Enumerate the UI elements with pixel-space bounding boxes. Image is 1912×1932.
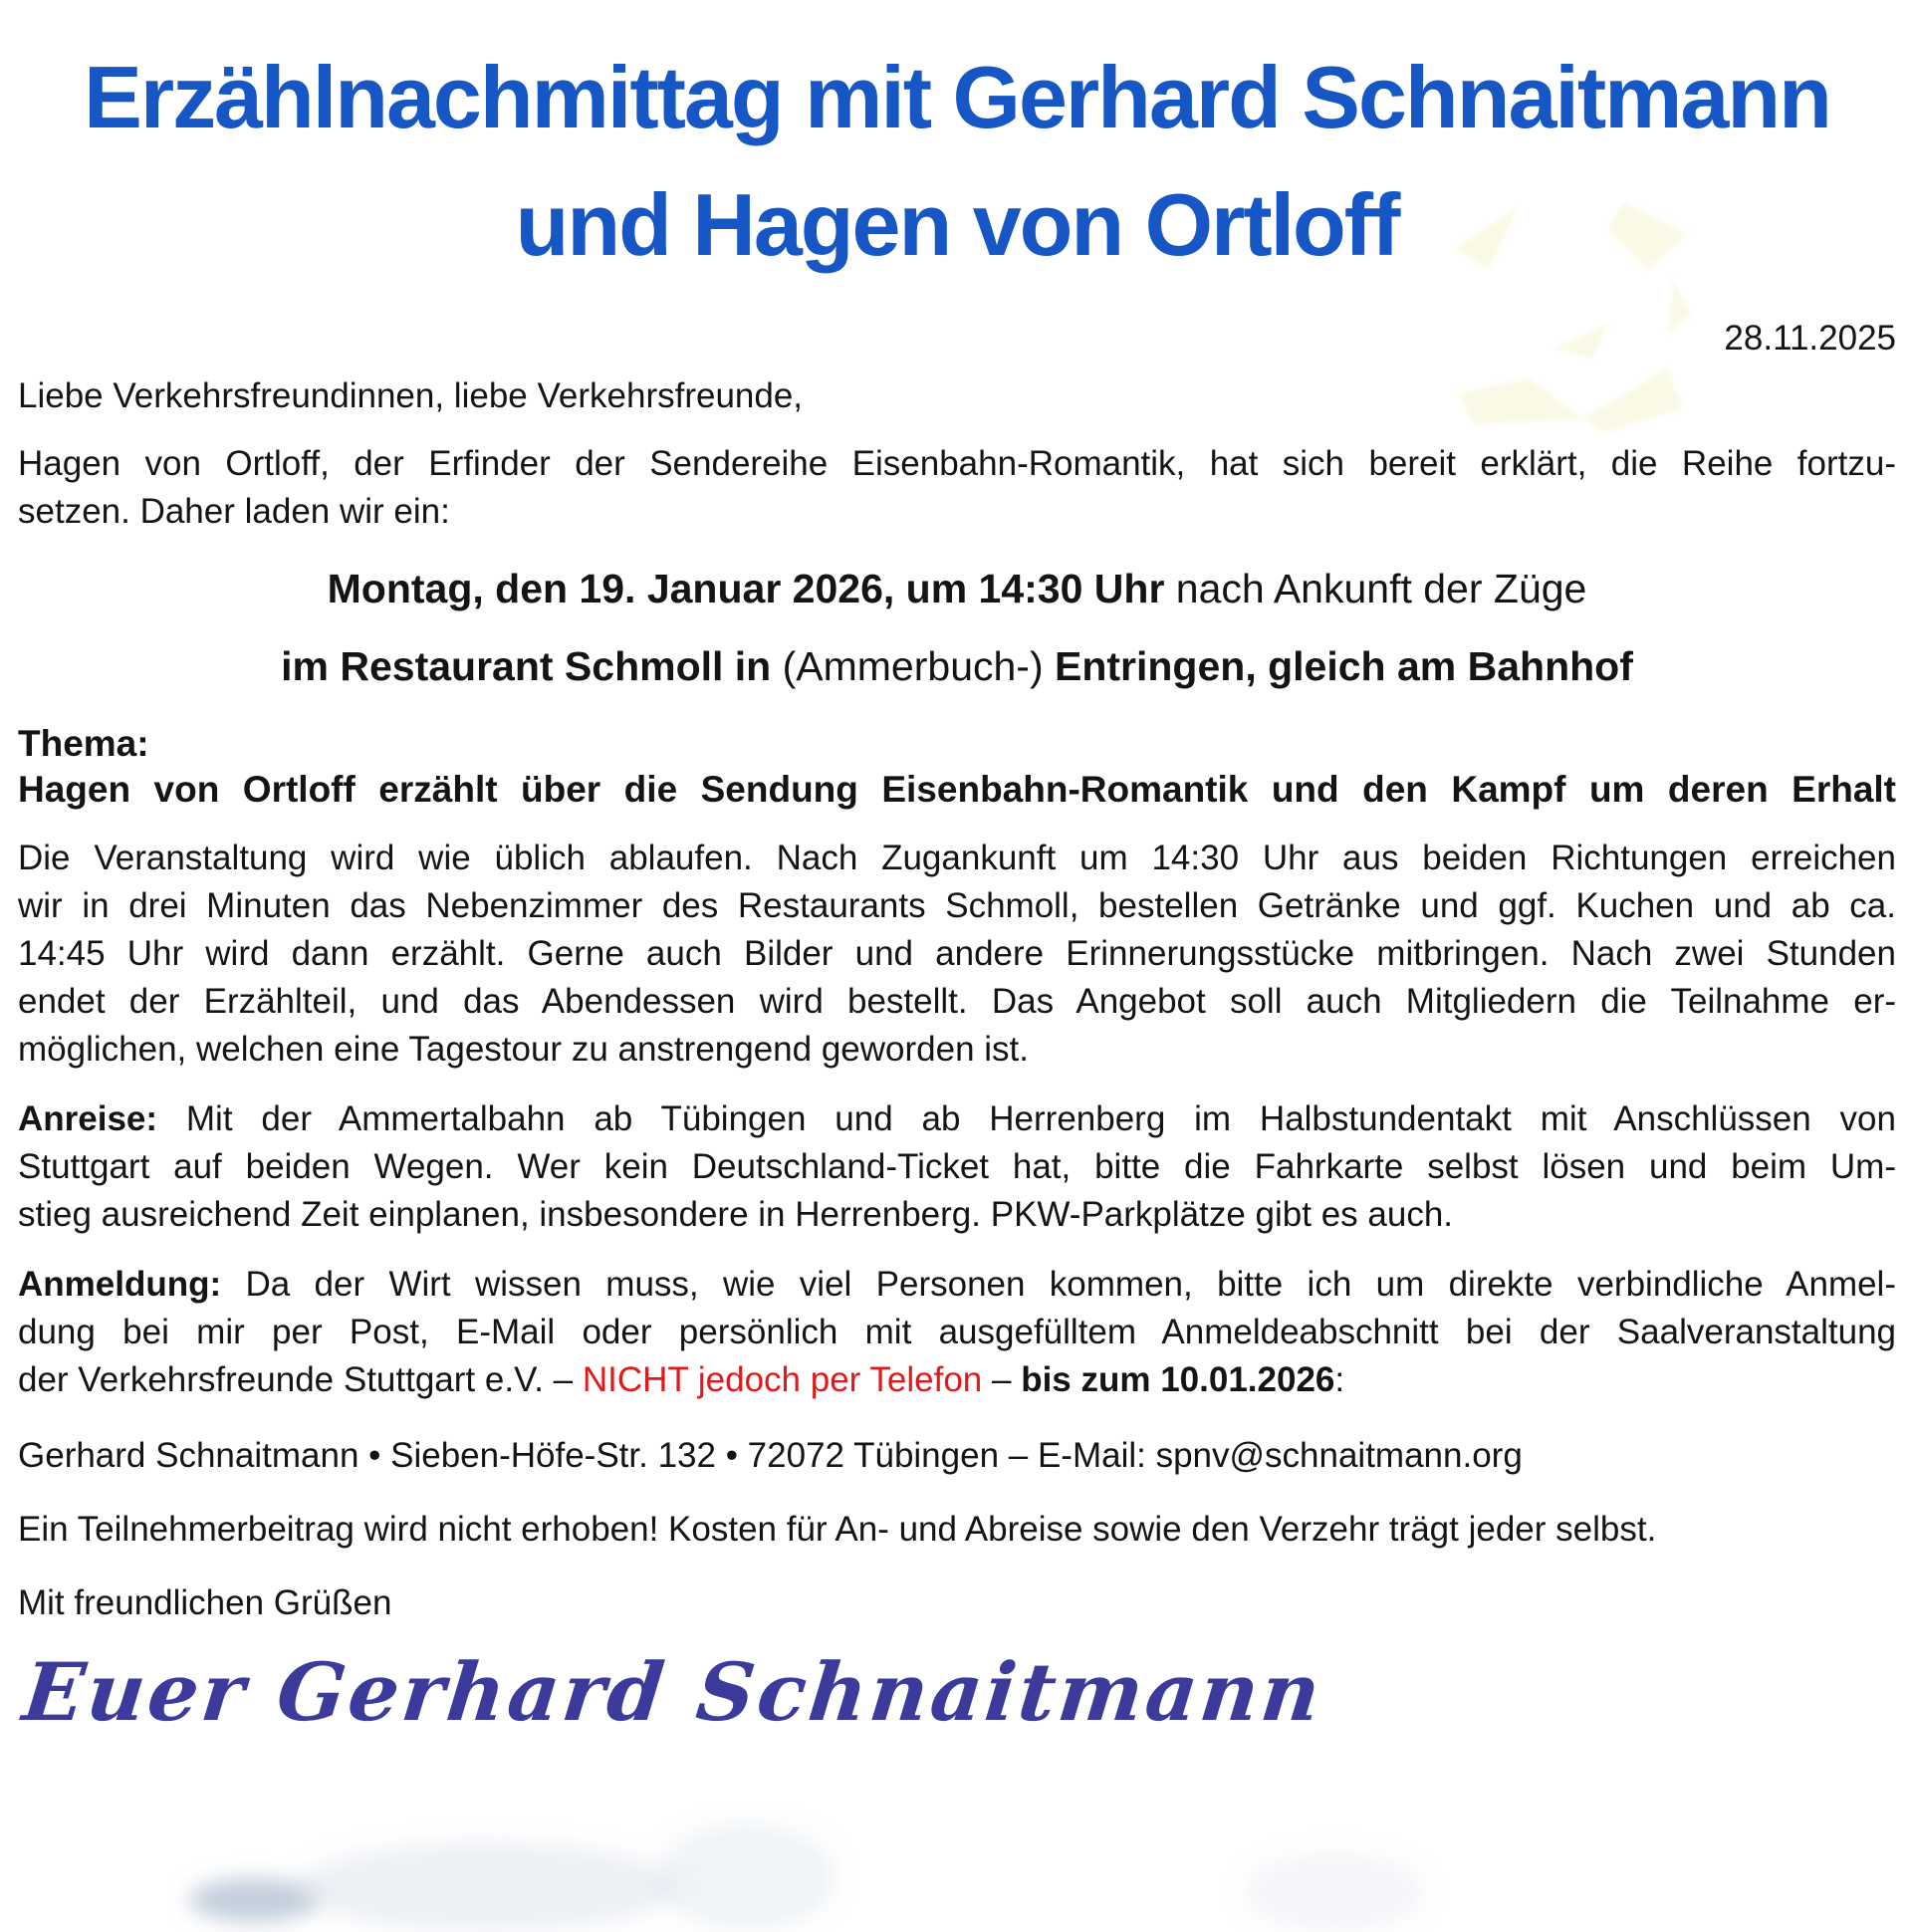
anmeldung-line3-end: : (1334, 1360, 1345, 1399)
scan-smudge (1245, 1852, 1424, 1932)
thema-title: Hagen von Ortloff erzählt über die Sendung Eisenbahn-Romantik und den Kampf um deren Erhalt (18, 769, 1896, 810)
scan-smudge (657, 1822, 836, 1932)
anmeldung-line (18, 1261, 1896, 1309)
event-location-bold1: im Restaurant Schmoll in (281, 643, 783, 689)
anreise-label: Anreise: (18, 1099, 158, 1138)
anmeldung-no-phone-warning: NICHT jedoch per Telefon (582, 1360, 983, 1399)
event-location-bold2: Entringen, gleich am Bahnhof (1055, 643, 1633, 689)
anmeldung-line3-pre: der Verkehrsfreunde Stuttgart e.V. – (18, 1360, 583, 1399)
paragraph-line: möglichen, welchen eine Tagestour zu anstrengend geworden ist. (18, 1030, 1029, 1069)
paragraph-line: 14:45 Uhr wird dann erzählt. Gerne auch Bilder und andere Erinnerungsstücke mitbringen. Nach zwei Stunden (18, 934, 1896, 973)
event-location-regular: (Ammerbuch-) (782, 643, 1055, 689)
anreise-line1-text: Mit der Ammertalbahn ab Tübingen und ab Herrenberg im Halbstundentakt mit Anschlüssen von (157, 1099, 1896, 1138)
event-datetime-bold: Montag, den 19. Januar 2026, um 14:30 Uhr (327, 566, 1165, 611)
anmeldung-paragraph (18, 1261, 1896, 1404)
anmeldung-line1-text: Da der Wirt wissen muss, wie viel Personen kommen, bitte ich um direkte verbindliche Anmel- (221, 1265, 1896, 1304)
salutation: Liebe Verkehrsfreundinnen, liebe Verkehrsfreunde, (18, 376, 804, 415)
anmeldung-line3-mid: – (982, 1360, 1022, 1399)
paragraph-line: wir in drei Minuten das Nebenzimmer des Restaurants Schmoll, bestellen Getränke und ggf. Kuchen und ab ca. (18, 886, 1896, 925)
description-paragraph (18, 835, 1896, 1074)
event-datetime (18, 564, 1896, 613)
scan-smudge (299, 1842, 677, 1932)
paragraph-line: Die Veranstaltung wird wie üblich ablaufen. Nach Zugankunft um 14:30 Uhr aus beiden Richtungen erreichen (18, 839, 1896, 877)
anreise-paragraph (18, 1095, 1896, 1239)
letter-date: 28.11.2025 (1724, 319, 1896, 358)
fee-note: Ein Teilnehmerbeitrag wird nicht erhoben! Kosten für An- und Abreise sowie den Verzehr trägt jeder selbst. (18, 1510, 1657, 1549)
intro-paragraph (18, 440, 1896, 536)
paragraph-line: Hagen von Ortloff, der Erfinder der Sendereihe Eisenbahn-Romantik, hat sich bereit erklärt, die Reihe fortzu- (18, 444, 1896, 483)
signature: Euer Gerhard Schnaitmann (18, 1645, 1327, 1739)
event-datetime-rest: nach Ankunft der Züge (1164, 566, 1587, 611)
closing: Mit freundlichen Grüßen (18, 1583, 392, 1622)
paragraph-line: setzen. Daher laden wir ein: (18, 492, 450, 531)
thema-block (18, 721, 1896, 813)
anmeldung-line (18, 1356, 1896, 1404)
paragraph-line: endet der Erzählteil, und das Abendessen wird bestellt. Das Angebot soll auch Mitgliedern die Teilnahme er- (18, 982, 1896, 1021)
anmeldung-label: Anmeldung: (18, 1265, 222, 1304)
anreise-line: Stuttgart auf beiden Wegen. Wer kein Deutschland-Ticket hat, bitte die Fahrkarte selbst lösen und beim Um- (18, 1147, 1896, 1186)
contact-line: Gerhard Schnaitmann • Sieben-Höfe-Str. 132 • 72072 Tübingen – E-Mail: spnv@schnaitmann.org (18, 1436, 1523, 1475)
page-title (18, 34, 1896, 289)
thema-label: Thema: (18, 723, 149, 764)
event-location (18, 641, 1896, 691)
anreise-line (18, 1095, 1896, 1143)
page-title-line1: Erzählnachmittag mit Gerhard Schnaitmann (84, 48, 1830, 146)
anmeldung-deadline: bis zum 10.01.2026 (1021, 1360, 1335, 1399)
anmeldung-line: dung bei mir per Post, E-Mail oder persönlich mit ausgefülltem Anmeldeabschnitt bei der Saalveranstaltung (18, 1313, 1896, 1351)
page-title-line2: und Hagen von Ortloff (515, 175, 1399, 274)
anreise-line: stieg ausreichend Zeit einplanen, insbesondere in Herrenberg. PKW-Parkplätze gibt es auch. (18, 1195, 1454, 1234)
